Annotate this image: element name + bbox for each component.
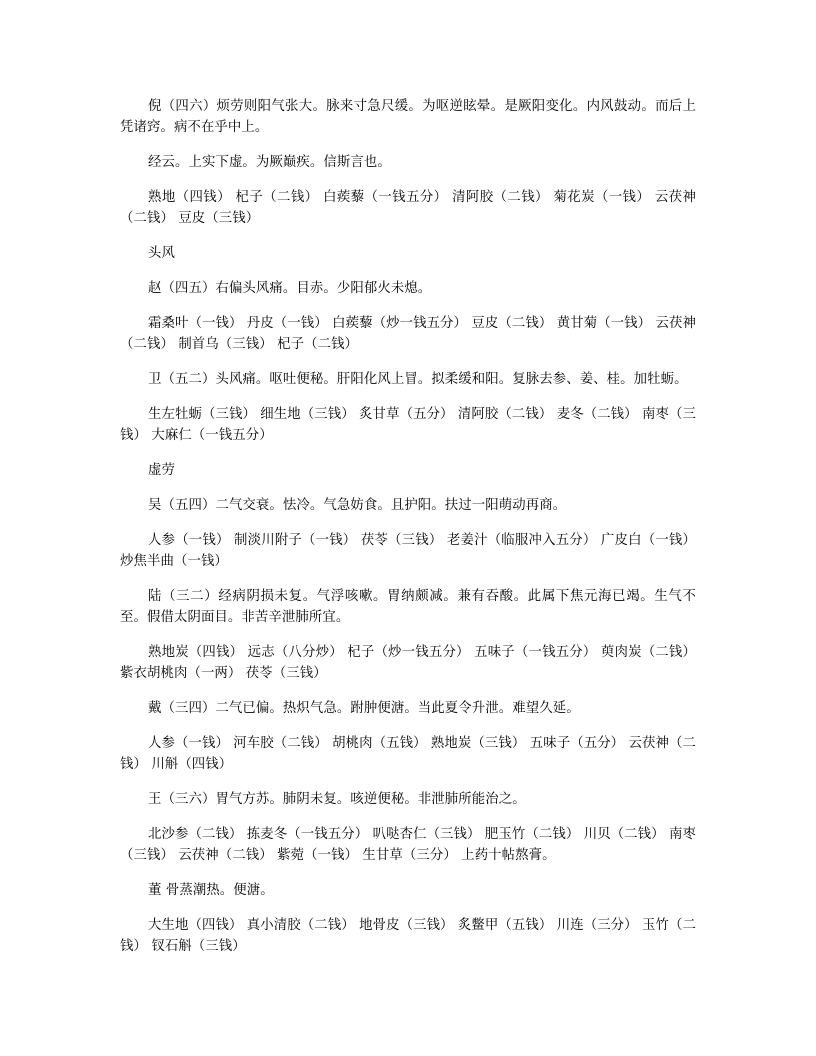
prescription-zhao: 霜桑叶（一钱） 丹皮（一钱） 白蒺藜（炒一钱五分） 豆皮（二钱） 黄甘菊（一钱） 云茯神（二钱） 制首乌（三钱） 杞子（二钱） [120,316,696,352]
section-heading-xulao: 虚劳 [148,463,175,478]
classic-quote-text: 经云。上实下虚。为厥巅疾。信斯言也。 [148,155,391,170]
case-wang-text: 王（三六）胃气方苏。肺阴未复。咳逆便秘。非泄肺所能治之。 [148,792,526,807]
case-dai-text: 戴（三四）二气已偏。热炽气急。跗肿便溏。当此夏令升泄。难望久延。 [148,701,580,716]
prescription-dai: 人参（一钱） 河车胶（二钱） 胡桃肉（五钱） 熟地炭（三钱） 五味子（五分） 云茯神（二钱） 川斛（四钱） [120,736,696,772]
document-page [120,96,696,957]
case-wu-text: 吴（五四）二气交衰。怯冷。气急妨食。且护阳。扶过一阳萌动再商。 [148,498,567,513]
prescription-wei: 生左牡蛎（三钱） 细生地（三钱） 炙甘草（五分） 清阿胶（二钱） 麦冬（二钱） 南枣（三钱） 大麻仁（一钱五分） [120,407,696,443]
prescription-lu: 熟地炭（四钱） 远志（八分炒） 杞子（炒一钱五分） 五味子（一钱五分） 萸肉炭（二钱） 紫衣胡桃肉（一两） 茯苓（三钱） [120,645,696,681]
prescription-wu: 人参（一钱） 制淡川附子（一钱） 茯苓（三钱） 老姜汁（临服冲入五分） 广皮白（一钱） 炒焦半曲（一钱） [120,533,696,569]
case-zhao-text: 赵（四五）右偏头风痛。目赤。少阳郁火未熄。 [148,281,432,296]
case-wei-text: 卫（五二）头风痛。呕吐便秘。肝阳化风上冒。拟柔缓和阳。复脉去参、姜、桂。加牡蛎。 [148,372,688,387]
case-lu-text: 陆（三二）经病阴损未复。气浮咳嗽。胃纳颇减。兼有吞酸。此属下焦元海已竭。生气不至。假借太阴面目。非苦辛泄肺所宜。 [120,589,696,625]
case-ni-text: 倪（四六）烦劳则阳气张大。脉来寸急尺缓。为呕逆眩晕。是厥阳变化。内风鼓动。而后上凭诸窍。病不在乎中上。 [120,99,696,135]
prescription-dong: 大生地（四钱） 真小清胶（二钱） 地骨皮（三钱） 炙鳖甲（五钱） 川连（三分） 玉竹（二钱） 钗石斛（三钱） [120,918,696,954]
section-heading-toufeng: 头风 [148,246,175,261]
prescription-wang: 北沙参（二钱） 拣麦冬（一钱五分） 叭哒杏仁（三钱） 肥玉竹（二钱） 川贝（二钱） 南枣（三钱） 云茯神（二钱） 紫菀（一钱） 生甘草（三分） 上药十帖熬膏。 [120,827,696,863]
prescription-ni: 熟地（四钱） 杞子（二钱） 白蒺藜（一钱五分） 清阿胶（二钱） 菊花炭（一钱） 云茯神（二钱） 豆皮（三钱） [120,190,696,226]
case-dong-text: 董 骨蒸潮热。便溏。 [148,883,274,898]
